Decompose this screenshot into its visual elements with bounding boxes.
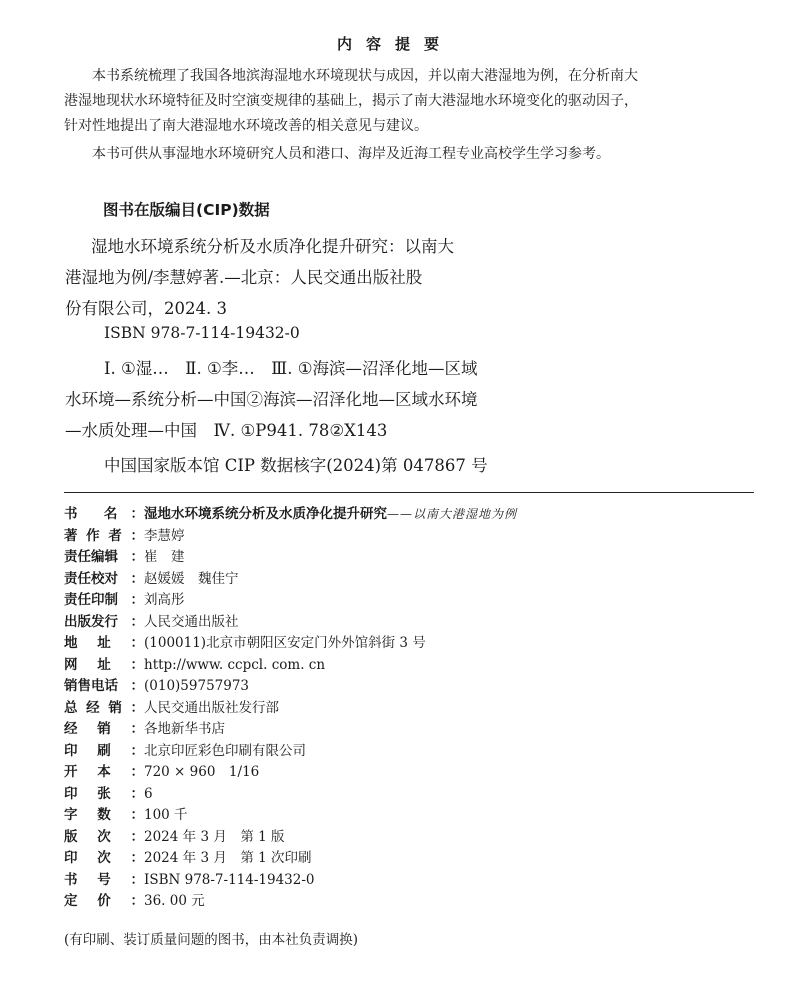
colophon-row xyxy=(64,762,517,784)
colophon-row xyxy=(64,827,517,849)
colophon-value: (010)59757973 xyxy=(144,678,250,694)
colophon-value: 36. 00 元 xyxy=(144,893,205,909)
summary-line: 港湿地现状水环境特征及时空演变规律的基础上，揭示了南大港湿地水环境变化的驱动因子， xyxy=(64,93,638,109)
colophon-row xyxy=(64,719,517,741)
colophon-label: 销售电话 ： xyxy=(64,678,144,694)
colophon-value: 720 × 960 1/16 xyxy=(144,764,260,780)
colophon-row xyxy=(64,784,517,806)
colophon-value: 人民交通出版社 xyxy=(144,613,239,630)
colophon-value: 6 xyxy=(144,785,153,802)
colophon-row xyxy=(64,655,517,677)
colophon-value: 刘高彤 xyxy=(144,592,185,608)
colophon-label: 版 次 ： xyxy=(64,828,144,845)
colophon-label: 责任校对 ： xyxy=(64,570,144,587)
colophon-row xyxy=(64,612,517,634)
cip-line: 水环境—系统分析—中国②海滨—沼泽化地—区域水环境 xyxy=(65,390,478,409)
colophon-value: 赵媛媛 魏佳宁 xyxy=(144,570,239,587)
colophon-label: 书 号 ： xyxy=(64,871,144,888)
colophon-label: 地 址 ： xyxy=(64,635,144,651)
book-subtitle: ——以南大港湿地为例 xyxy=(387,507,518,521)
colophon-label: 出版发行 ： xyxy=(64,613,144,630)
cip-classification: Ⅰ. ①湿… Ⅱ. ①李… Ⅲ. ①海滨—沼泽化地—区域 xyxy=(104,359,478,378)
colophon-label: 总 经 销 ： xyxy=(64,699,144,716)
colophon-label: 印 张 ： xyxy=(64,785,144,802)
colophon-row xyxy=(64,741,517,763)
colophon-value: (100011)北京市朝阳区安定门外外馆斜街 3 号 xyxy=(144,635,426,651)
colophon-row xyxy=(64,590,517,612)
colophon-label: 印 刷 ： xyxy=(64,742,144,759)
cip-title: 图书在版编目(CIP)数据 xyxy=(103,201,270,219)
colophon-value: 2024 年 3 月 第 1 次印刷 xyxy=(144,850,312,866)
colophon-row xyxy=(64,676,517,698)
colophon-row xyxy=(64,870,517,892)
colophon-row xyxy=(64,848,517,870)
colophon-row xyxy=(64,698,517,720)
book-title-value: 湿地水环境系统分析及水质净化提升研究 xyxy=(144,506,387,522)
colophon-row xyxy=(64,633,517,655)
colophon-value: 各地新华书店 xyxy=(144,721,225,737)
cip-line: —水质处理—中国 Ⅳ. ①P941. 78②X143 xyxy=(65,421,388,440)
cip-isbn: ISBN 978-7-114-19432-0 xyxy=(104,324,300,342)
colophon-value: 李慧婷 xyxy=(144,527,185,544)
colophon-label: 著 作 者 ： xyxy=(64,527,144,544)
colophon-label: 印 次 ： xyxy=(64,850,144,866)
summary-line: 针对性地提出了南大港湿地水环境改善的相关意见与建议。 xyxy=(64,118,428,134)
colophon-label: 开 本 ： xyxy=(64,764,144,780)
colophon-value: 2024 年 3 月 第 1 版 xyxy=(144,828,285,845)
summary-paragraph-2: 本书可供从事湿地水环境研究人员和港口、海岸及近海工程专业高校学生学习参考。 xyxy=(92,146,610,162)
colophon-value: 100 千 xyxy=(144,807,188,823)
cip-line: 份有限公司，2024. 3 xyxy=(65,299,227,318)
colophon-row-book-title xyxy=(64,504,517,526)
colophon-value: http://www. ccpcl. com. cn xyxy=(144,656,326,673)
colophon-label: 定 价 ： xyxy=(64,893,144,909)
quality-note: (有印刷、装订质量问题的图书，由本社负责调换) xyxy=(64,932,359,948)
cip-line: 湿地水环境系统分析及水质净化提升研究：以南大 xyxy=(91,237,454,256)
colophon-label: 字 数 ： xyxy=(64,807,144,823)
colophon-label: 经 销 ： xyxy=(64,721,144,737)
colophon-value: 人民交通出版社发行部 xyxy=(144,699,279,716)
summary-paragraph-1 xyxy=(64,64,744,139)
colophon-label: 责任印制 ： xyxy=(64,592,144,608)
divider-rule xyxy=(64,492,754,493)
colophon-label: 责任编辑 ： xyxy=(64,549,144,565)
colophon-value: 崔 建 xyxy=(144,549,185,565)
colophon-label: 网 址 ： xyxy=(64,656,144,673)
colophon-row xyxy=(64,805,517,827)
summary-line: 本书系统梳理了我国各地滨海湿地水环境现状与成因，并以南大港湿地为例，在分析南大 xyxy=(92,68,638,84)
colophon-row xyxy=(64,547,517,569)
colophon-value: 北京印匠彩色印刷有限公司 xyxy=(144,742,306,759)
colophon-row xyxy=(64,526,517,548)
colophon-row xyxy=(64,891,517,913)
cip-record-number: 中国国家版本馆 CIP 数据核字(2024)第 047867 号 xyxy=(104,456,488,475)
summary-heading: 内容提要 xyxy=(336,35,453,53)
colophon-table xyxy=(64,504,517,913)
colophon-label: 书 名 ： xyxy=(64,506,144,522)
colophon-row xyxy=(64,569,517,591)
colophon-value: ISBN 978-7-114-19432-0 xyxy=(144,871,315,888)
cip-line: 港湿地为例/李慧婷著.—北京：人民交通出版社股 xyxy=(65,268,423,287)
